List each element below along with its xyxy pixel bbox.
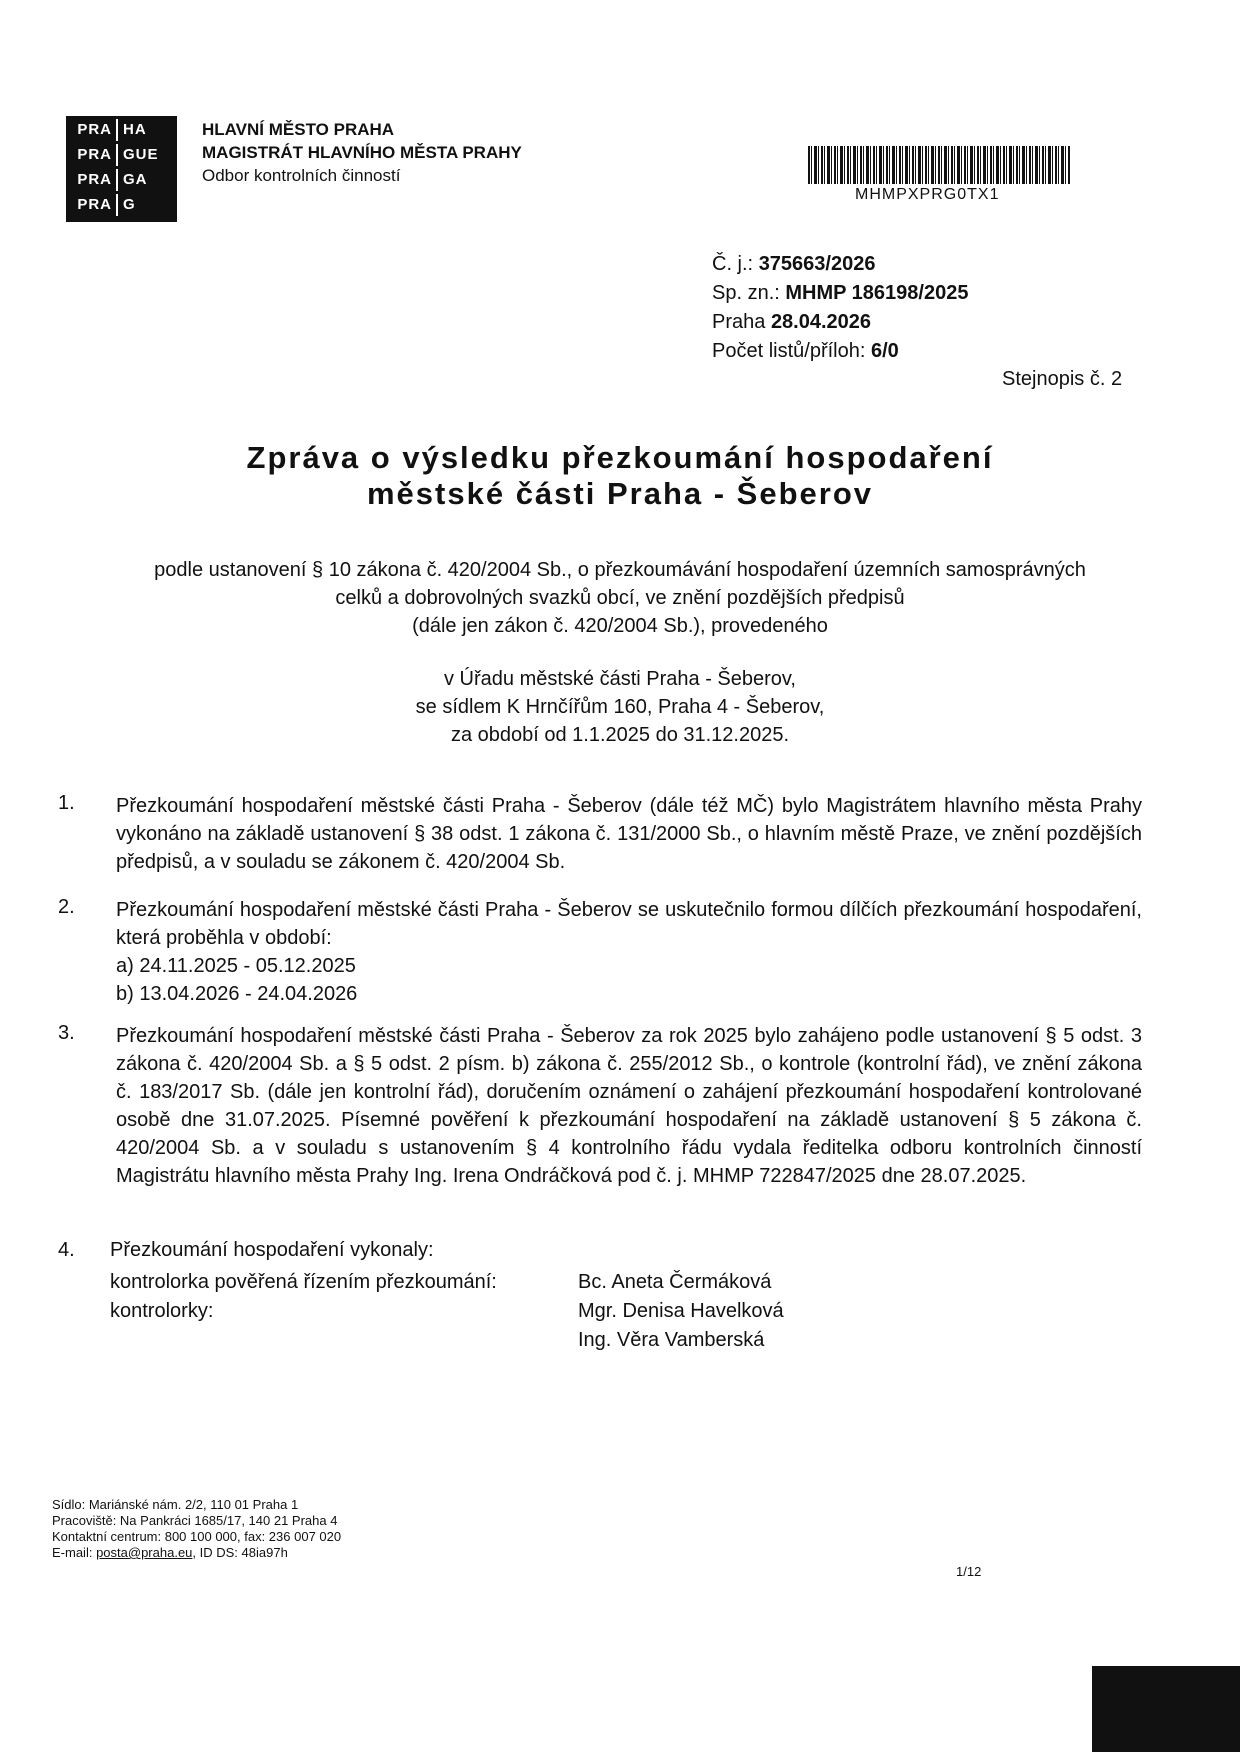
reference-block <box>712 250 968 366</box>
logo-text: HA <box>123 121 147 138</box>
footer-contact <box>52 1497 341 1561</box>
organization-header <box>202 118 522 187</box>
item-text: Přezkoumání hospodaření městské části Praha - Šeberov se uskutečnilo formou dílčích přezkoumání hospodaření, která proběhla v období: <box>116 899 1142 949</box>
prague-logo <box>66 116 177 222</box>
logo-text: PRA <box>77 146 112 163</box>
barcode-text: MHMPXPRG0TX1 <box>855 186 1000 203</box>
page-number: 1/12 <box>956 1564 982 1579</box>
role-label: kontrolorka pověřená řízením přezkoumání: <box>110 1271 497 1293</box>
org-department: Odbor kontrolních činností <box>202 166 401 185</box>
value: 6/0 <box>870 340 899 362</box>
label: Sp. zn.: <box>712 282 780 304</box>
value: 375663/2026 <box>758 253 876 275</box>
item-subpoint <box>116 952 357 1008</box>
subpoint-a: a) 24.11.2025 - 05.12.2025 <box>116 955 356 977</box>
logo-text: PRA <box>77 196 112 213</box>
label: Praha <box>712 311 766 333</box>
item-text: Přezkoumání hospodaření vykonaly: <box>110 1239 434 1261</box>
item-text: Přezkoumání hospodaření městské části Praha - Šeberov za rok 2025 bylo zahájeno podle ustanovení § 5 odst. 3 zákona č. 420/2004 Sb. a § 5 odst. 2 písm. b) zákona č. 255/2012 Sb., o kontrole (kontrolní řád), ve znění zákona č. 183/2017 Sb. (dále jen kontrolní řád), doručením oznámení o zahájení přezkoumání hospodaření kontrolované osobě dne 31.07.2025. Písemné pověření k přezkoumání hospodaření na základě ustanovení § 5 zákona č. 420/2004 Sb. a v souladu s ustanovením § 4 kontrolního řádu vydala ředitelka odboru kontrolních činností Magistrátu hlavního města Prahy Ing. Irena Ondráčková pod č. j. MHMP 722847/2025 dne 28.07.2025. <box>116 1025 1142 1187</box>
role-label: kontrolorky: <box>110 1300 214 1322</box>
data-box-id: , ID DS: 48ia97h <box>192 1545 288 1560</box>
item-number: 3. <box>58 1022 75 1044</box>
office-line: za období od 1.1.2025 do 31.12.2025. <box>450 724 790 746</box>
staff-name: Ing. Věra Vamberská <box>578 1329 765 1351</box>
reference-date <box>712 308 968 337</box>
logo-text: GA <box>123 171 148 188</box>
logo-row <box>66 169 177 191</box>
staff-name: Bc. Aneta Čermáková <box>578 1271 772 1293</box>
label: Počet listů/příloh: <box>712 340 866 362</box>
logo-row <box>66 119 177 141</box>
staff-roles <box>110 1268 497 1326</box>
item-number: 2. <box>58 896 75 918</box>
document-title <box>0 440 1240 512</box>
item-number: 4. <box>58 1239 75 1261</box>
org-magistrate: MAGISTRÁT HLAVNÍHO MĚSTA PRAHY <box>202 143 522 162</box>
intro-line: (dále jen zákon č. 420/2004 Sb.), provedeného <box>412 615 828 637</box>
item-number: 1. <box>58 792 75 814</box>
footer-line: Sídlo: Mariánské nám. 2/2, 110 01 Praha 1 <box>52 1497 299 1512</box>
title-line: městské části Praha - Šeberov <box>366 476 874 511</box>
email-link[interactable]: posta@praha.eu <box>96 1545 193 1560</box>
office-line: se sídlem K Hrnčířům 160, Praha 4 - Šeberov, <box>415 696 825 718</box>
title-line: Zpráva o výsledku přezkoumání hospodaření <box>246 440 994 475</box>
staff-names <box>578 1268 784 1355</box>
label: Č. j.: <box>712 253 754 275</box>
reference-cj <box>712 250 968 279</box>
intro-paragraph <box>0 556 1240 640</box>
logo-row <box>66 194 177 216</box>
footer-line: Kontaktní centrum: 800 100 000, fax: 236 007 020 <box>52 1529 342 1544</box>
logo-text: PRA <box>77 171 112 188</box>
footer-email-line <box>52 1545 341 1561</box>
logo-text: GUE <box>123 146 159 163</box>
value: MHMP 186198/2025 <box>785 282 969 304</box>
subpoint-b: b) 13.04.2026 - 24.04.2026 <box>116 983 358 1005</box>
intro-line: celků a dobrovolných svazků obcí, ve znění pozdějších předpisů <box>335 587 905 609</box>
office-line: v Úřadu městské části Praha - Šeberov, <box>444 668 796 690</box>
copy-number: Stejnopis č. 2 <box>1002 368 1123 390</box>
scan-corner-mark <box>1092 1666 1240 1752</box>
logo-row <box>66 144 177 166</box>
staff-name: Mgr. Denisa Havelková <box>578 1300 784 1322</box>
org-name: HLAVNÍ MĚSTO PRAHA <box>202 120 395 139</box>
office-paragraph <box>0 665 1240 749</box>
reference-count <box>712 337 968 366</box>
item-text: Přezkoumání hospodaření městské části Praha - Šeberov (dále též MČ) bylo Magistrátem hlavního města Prahy vykonáno na základě ustanovení § 38 odst. 1 zákona č. 131/2000 Sb., o hlavním městě Praze, ve znění pozdějších předpisů, a v souladu se zákonem č. 420/2004 Sb. <box>116 795 1142 873</box>
footer-line: Pracoviště: Na Pankráci 1685/17, 140 21 Praha 4 <box>52 1513 338 1528</box>
value: 28.04.2026 <box>770 311 872 333</box>
logo-text: G <box>123 196 136 213</box>
intro-line: podle ustanovení § 10 zákona č. 420/2004 Sb., o přezkoumávání hospodaření územních samosprávných <box>154 559 1086 581</box>
reference-spzn <box>712 279 968 308</box>
logo-text: PRA <box>77 121 112 138</box>
barcode-icon <box>808 146 1071 184</box>
email-label: E-mail: <box>52 1545 93 1560</box>
